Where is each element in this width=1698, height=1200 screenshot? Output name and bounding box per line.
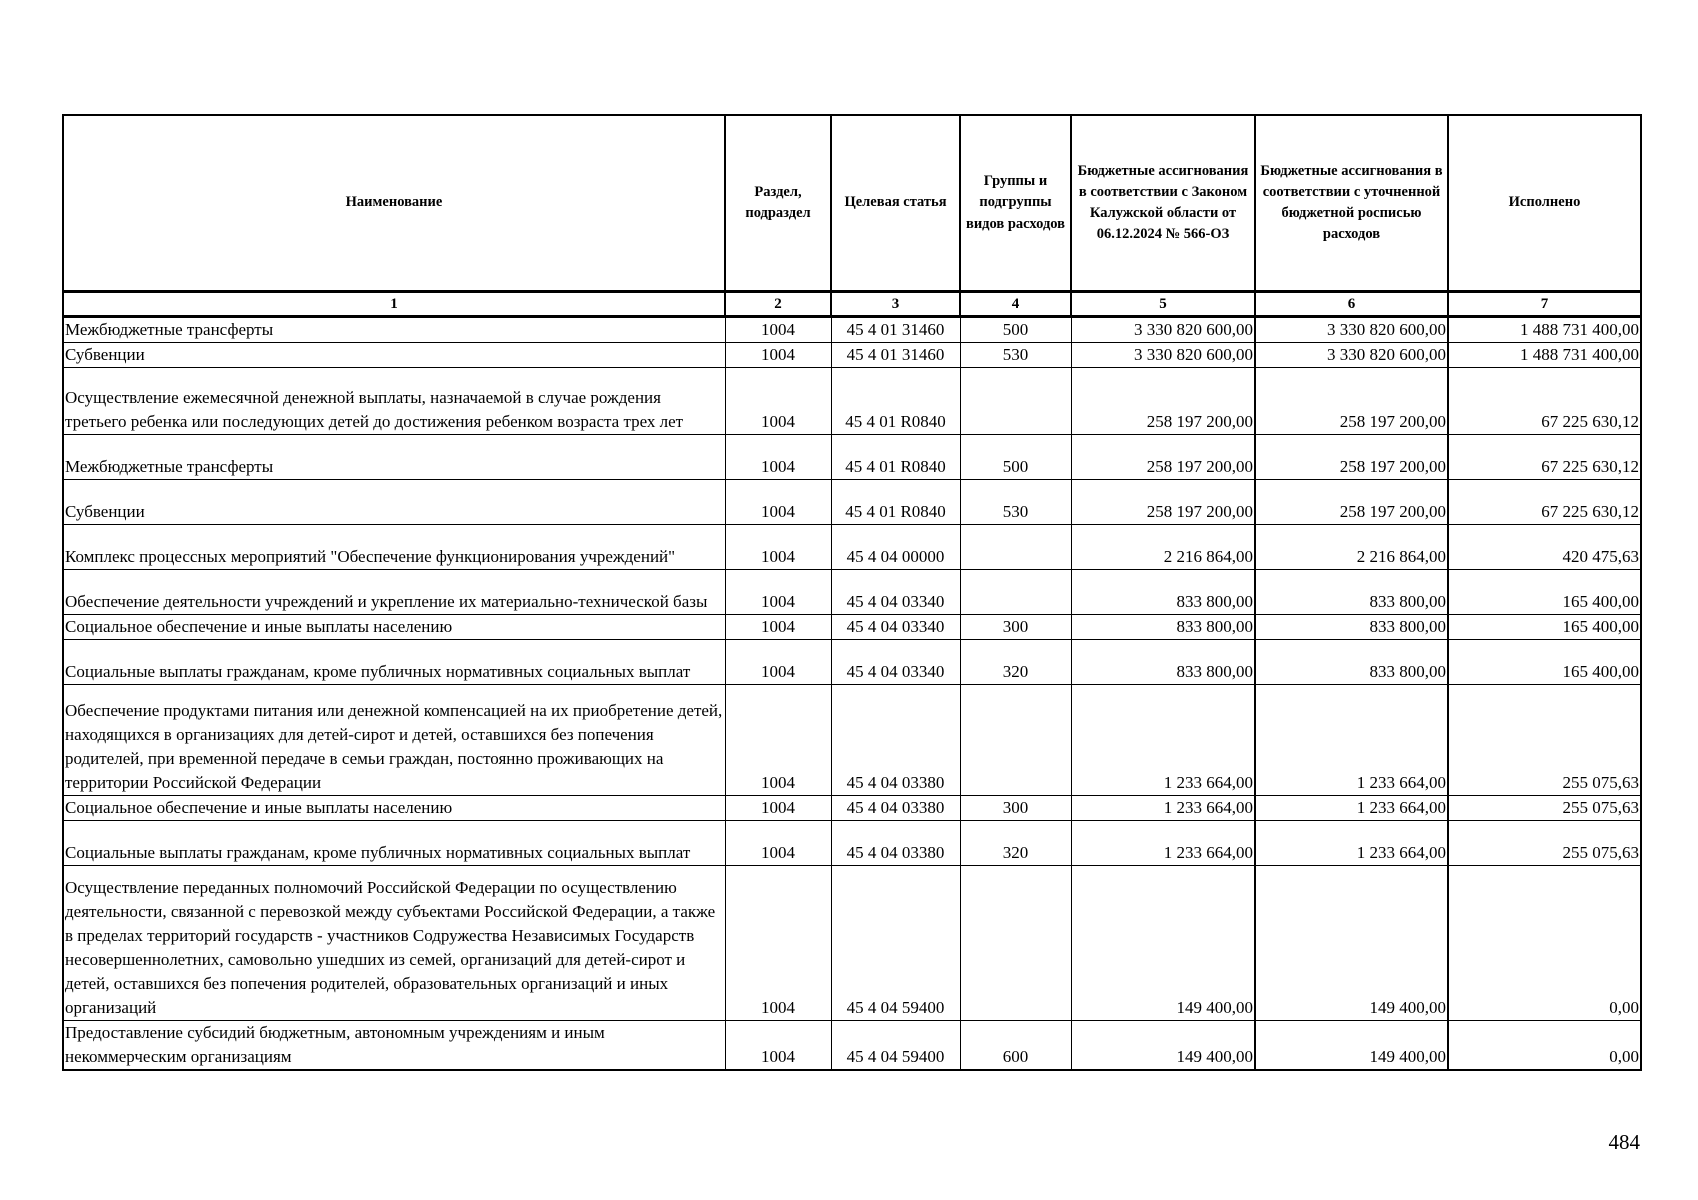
row-target-article: 45 4 04 03340: [831, 640, 960, 685]
row-expense-group: 320: [960, 640, 1071, 685]
row-executed-amount: 67 225 630,12: [1448, 480, 1641, 525]
row-name: Обеспечение деятельности учреждений и укрепление их материально-технической базы: [63, 570, 725, 615]
row-law-amount: 258 197 200,00: [1071, 480, 1255, 525]
row-target-article: 45 4 01 31460: [831, 317, 960, 343]
table-row: [63, 615, 1641, 640]
row-section: 1004: [725, 821, 831, 866]
row-executed-amount: 255 075,63: [1448, 685, 1641, 796]
row-law-amount: 1 233 664,00: [1071, 821, 1255, 866]
row-target-article: 45 4 04 03340: [831, 570, 960, 615]
row-executed-amount: 0,00: [1448, 866, 1641, 1021]
table-row: [63, 796, 1641, 821]
row-name: Социальные выплаты гражданам, кроме публичных нормативных социальных выплат: [63, 640, 725, 685]
column-number: 1: [63, 292, 725, 317]
row-refined-amount: 258 197 200,00: [1255, 368, 1448, 435]
table-row: [63, 570, 1641, 615]
row-refined-amount: 149 400,00: [1255, 1021, 1448, 1071]
row-law-amount: 258 197 200,00: [1071, 435, 1255, 480]
row-executed-amount: 165 400,00: [1448, 640, 1641, 685]
row-name: Социальные выплаты гражданам, кроме публичных нормативных социальных выплат: [63, 821, 725, 866]
row-name: Межбюджетные трансферты: [63, 317, 725, 343]
row-target-article: 45 4 01 R0840: [831, 480, 960, 525]
table-row: [63, 685, 1641, 796]
row-refined-amount: 3 330 820 600,00: [1255, 343, 1448, 368]
row-executed-amount: 67 225 630,12: [1448, 368, 1641, 435]
budget-document: [62, 114, 1640, 1071]
row-refined-amount: 258 197 200,00: [1255, 435, 1448, 480]
row-target-article: 45 4 04 03340: [831, 615, 960, 640]
row-section: 1004: [725, 343, 831, 368]
row-expense-group: 600: [960, 1021, 1071, 1071]
row-target-article: 45 4 01 R0840: [831, 368, 960, 435]
row-law-amount: 3 330 820 600,00: [1071, 317, 1255, 343]
row-executed-amount: 165 400,00: [1448, 570, 1641, 615]
row-name: Осуществление ежемесячной денежной выплаты, назначаемой в случае рождения третьего ребенка или последующих детей до достижения ребенком возраста трех лет: [63, 368, 725, 435]
row-section: 1004: [725, 796, 831, 821]
row-section: 1004: [725, 640, 831, 685]
column-number: 4: [960, 292, 1071, 317]
row-refined-amount: 833 800,00: [1255, 640, 1448, 685]
column-number: 6: [1255, 292, 1448, 317]
table-row: [63, 317, 1641, 343]
table-header-row: [63, 115, 1641, 292]
row-law-amount: 149 400,00: [1071, 1021, 1255, 1071]
row-section: 1004: [725, 570, 831, 615]
column-number: 3: [831, 292, 960, 317]
table-row: [63, 866, 1641, 1021]
row-refined-amount: 1 233 664,00: [1255, 685, 1448, 796]
row-target-article: 45 4 04 03380: [831, 821, 960, 866]
row-expense-group: [960, 368, 1071, 435]
row-executed-amount: 255 075,63: [1448, 796, 1641, 821]
header-name: Наименование: [63, 115, 725, 292]
table-row: [63, 435, 1641, 480]
row-law-amount: 1 233 664,00: [1071, 796, 1255, 821]
row-target-article: 45 4 01 R0840: [831, 435, 960, 480]
row-expense-group: 320: [960, 821, 1071, 866]
header-target-article: Целевая статья: [831, 115, 960, 292]
page-number: 484: [1608, 1130, 1640, 1154]
row-expense-group: 300: [960, 615, 1071, 640]
header-section: Раздел, подраздел: [725, 115, 831, 292]
row-name: Обеспечение продуктами питания или денежной компенсацией на их приобретение детей, находящихся в организациях для детей-сирот и детей, оставшихся без попечения родителей, при временной передаче в семьи граждан, постоянно проживающих на территории Российской Федерации: [63, 685, 725, 796]
row-law-amount: 833 800,00: [1071, 640, 1255, 685]
header-refined-allocations: Бюджетные ассигнования в соответствии с уточненной бюджетной росписью расходов: [1255, 115, 1448, 292]
row-executed-amount: 165 400,00: [1448, 615, 1641, 640]
row-section: 1004: [725, 480, 831, 525]
table-row: [63, 525, 1641, 570]
column-number: 2: [725, 292, 831, 317]
table-row: [63, 640, 1641, 685]
row-expense-group: [960, 866, 1071, 1021]
row-executed-amount: 1 488 731 400,00: [1448, 317, 1641, 343]
row-expense-group: 300: [960, 796, 1071, 821]
row-law-amount: 833 800,00: [1071, 615, 1255, 640]
row-target-article: 45 4 04 00000: [831, 525, 960, 570]
row-law-amount: 258 197 200,00: [1071, 368, 1255, 435]
row-executed-amount: 67 225 630,12: [1448, 435, 1641, 480]
header-expense-groups: Группы и подгруппы видов расходов: [960, 115, 1071, 292]
row-section: 1004: [725, 1021, 831, 1071]
row-refined-amount: 2 216 864,00: [1255, 525, 1448, 570]
row-section: 1004: [725, 615, 831, 640]
header-executed: Исполнено: [1448, 115, 1641, 292]
row-law-amount: 3 330 820 600,00: [1071, 343, 1255, 368]
row-name: Субвенции: [63, 480, 725, 525]
row-expense-group: 530: [960, 343, 1071, 368]
header-law-allocations: Бюджетные ассигнования в соответствии с Законом Калужской области от 06.12.2024 № 566-ОЗ: [1071, 115, 1255, 292]
row-name: Социальное обеспечение и иные выплаты населению: [63, 615, 725, 640]
column-number: 7: [1448, 292, 1641, 317]
row-name: Межбюджетные трансферты: [63, 435, 725, 480]
row-name: Комплекс процессных мероприятий "Обеспечение функционирования учреждений": [63, 525, 725, 570]
row-name: Предоставление субсидий бюджетным, автономным учреждениям и иным некоммерческим организациям: [63, 1021, 725, 1071]
row-expense-group: 500: [960, 317, 1071, 343]
row-target-article: 45 4 01 31460: [831, 343, 960, 368]
table-row: [63, 821, 1641, 866]
row-expense-group: [960, 525, 1071, 570]
table-row: [63, 1021, 1641, 1071]
row-name: Осуществление переданных полномочий Российской Федерации по осуществлению деятельности, связанной с перевозкой между субъектами Российской Федерации, а также в пределах территорий государств - участников Содружества Независимых Государств несовершеннолетних, самовольно ушедших из семей, организаций для детей-сирот и детей, оставшихся без попечения родителей, образовательных организаций и иных организаций: [63, 866, 725, 1021]
row-refined-amount: 149 400,00: [1255, 866, 1448, 1021]
row-expense-group: 500: [960, 435, 1071, 480]
column-number: 5: [1071, 292, 1255, 317]
row-target-article: 45 4 04 03380: [831, 685, 960, 796]
row-refined-amount: 1 233 664,00: [1255, 821, 1448, 866]
row-expense-group: 530: [960, 480, 1071, 525]
row-expense-group: [960, 570, 1071, 615]
row-target-article: 45 4 04 59400: [831, 1021, 960, 1071]
row-executed-amount: 420 475,63: [1448, 525, 1641, 570]
row-section: 1004: [725, 525, 831, 570]
row-executed-amount: 0,00: [1448, 1021, 1641, 1071]
row-refined-amount: 258 197 200,00: [1255, 480, 1448, 525]
column-number-row: [63, 292, 1641, 317]
row-refined-amount: 833 800,00: [1255, 570, 1448, 615]
row-name: Субвенции: [63, 343, 725, 368]
row-law-amount: 833 800,00: [1071, 570, 1255, 615]
row-section: 1004: [725, 685, 831, 796]
row-executed-amount: 1 488 731 400,00: [1448, 343, 1641, 368]
table-row: [63, 368, 1641, 435]
table-row: [63, 480, 1641, 525]
row-refined-amount: 1 233 664,00: [1255, 796, 1448, 821]
row-section: 1004: [725, 368, 831, 435]
row-section: 1004: [725, 435, 831, 480]
row-refined-amount: 833 800,00: [1255, 615, 1448, 640]
row-name: Социальное обеспечение и иные выплаты населению: [63, 796, 725, 821]
budget-table: [62, 114, 1642, 1071]
row-law-amount: 1 233 664,00: [1071, 685, 1255, 796]
row-law-amount: 149 400,00: [1071, 866, 1255, 1021]
row-section: 1004: [725, 866, 831, 1021]
row-target-article: 45 4 04 03380: [831, 796, 960, 821]
table-row: [63, 343, 1641, 368]
row-law-amount: 2 216 864,00: [1071, 525, 1255, 570]
row-executed-amount: 255 075,63: [1448, 821, 1641, 866]
row-section: 1004: [725, 317, 831, 343]
row-target-article: 45 4 04 59400: [831, 866, 960, 1021]
row-refined-amount: 3 330 820 600,00: [1255, 317, 1448, 343]
row-expense-group: [960, 685, 1071, 796]
